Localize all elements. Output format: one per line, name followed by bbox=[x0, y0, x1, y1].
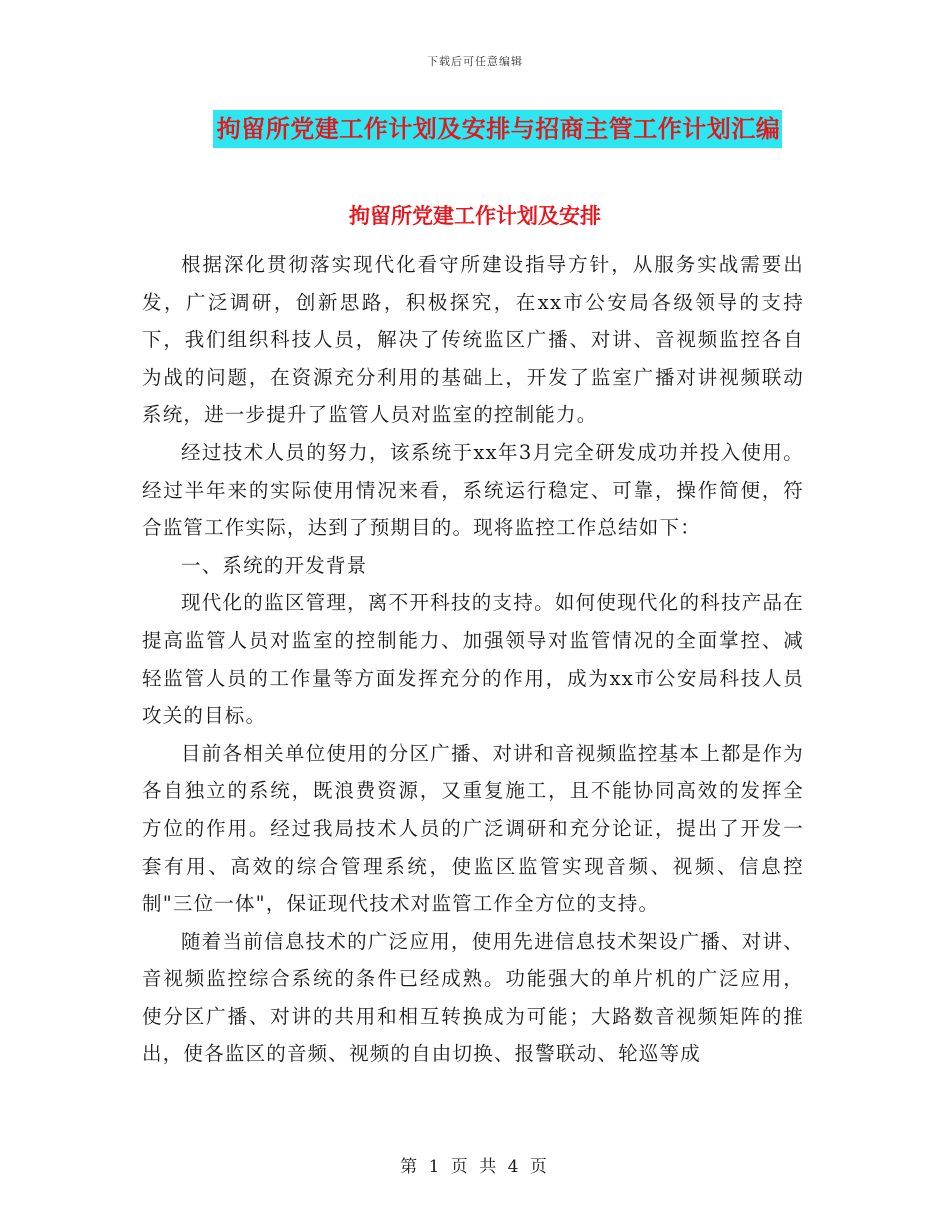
document-title: 拘留所党建工作计划及安排与招商主管工作计划汇编 bbox=[213, 110, 783, 148]
document-title-wrap bbox=[0, 110, 950, 148]
subheading: 一、系统的开发背景 bbox=[181, 553, 368, 577]
section-title: 拘留所党建工作计划及安排 bbox=[349, 204, 601, 228]
paragraph: 目前各相关单位使用的分区广播、对讲和音视频监控基本上都是作为各自独立的系统，既浪费资源，又重复施工，且不能协同高效的发挥全方位的作用。经过我局技术人员的广泛调研和充分论证，提出了开发一套有用、高效的综合管理系统，使监区监管实现音频、视频、信息控制"三位一体"，保证现代技术对监管工作全方位的支持。 bbox=[142, 741, 804, 916]
page-header-note: 下载后可任意编辑 bbox=[427, 55, 523, 68]
document-body bbox=[142, 246, 804, 1073]
paragraph: 经过技术人员的努力，该系统于xx年3月完全研发成功并投入使用。经过半年来的实际使用情况来看，系统运行稳定、可靠，操作简便，符合监管工作实际，达到了预期目的。现将监控工作总结如下： bbox=[142, 440, 804, 540]
paragraph: 随着当前信息技术的广泛应用，使用先进信息技术架设广播、对讲、音视频监控综合系统的条件已经成熟。功能强大的单片机的广泛应用，使分区广播、对讲的共用和相互转换成为可能；大路数音视频矩阵的推出，使各监区的音频、视频的自由切换、报警联动、轮巡等成 bbox=[142, 929, 804, 1066]
page-footer: 第 1 页 共 4 页 bbox=[400, 1157, 550, 1177]
paragraph: 现代化的监区管理，离不开科技的支持。如何使现代化的科技产品在提高监管人员对监室的控制能力、加强领导对监管情况的全面掌控、减轻监管人员的工作量等方面发挥充分的作用，成为xx市公安局科技人员攻关的目标。 bbox=[142, 591, 804, 728]
paragraph: 根据深化贯彻落实现代化看守所建设指导方针，从服务实战需要出发，广泛调研，创新思路，积极探究，在xx市公安局各级领导的支持下，我们组织科技人员，解决了传统监区广播、对讲、音视频监控各自为战的问题，在资源充分利用的基础上，开发了监室广播对讲视频联动系统，进一步提升了监管人员对监室的控制能力。 bbox=[142, 253, 804, 427]
